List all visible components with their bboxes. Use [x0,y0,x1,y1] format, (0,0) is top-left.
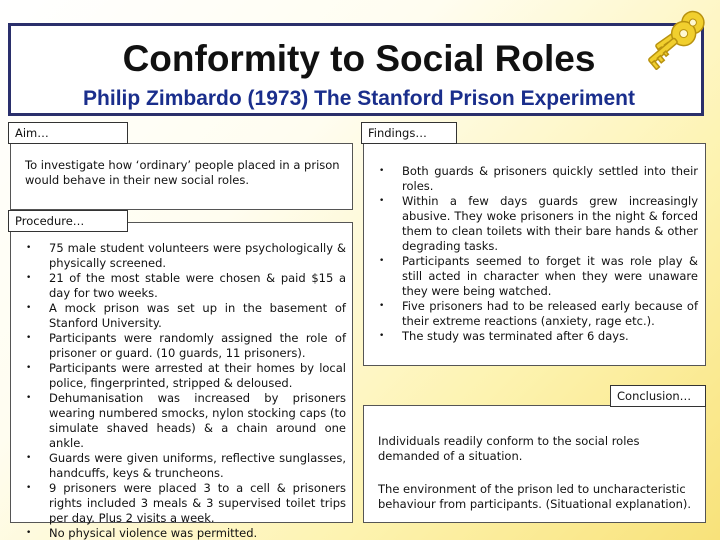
list-item: • Participants seemed to forget it was role play & still acted in character when they were unaware they were being watched. [376,254,698,299]
conclusion-text-2: The environment of the prison led to uncharacteristic behaviour from participants. (Situational explanation). [378,482,692,511]
keys-icon [636,6,714,70]
conclusion-label: Conclusion… [610,385,706,407]
findings-label: Findings… [361,122,457,144]
list-item: • Within a few days guards grew increasingly abusive. They woke prisoners in the night & forced them to clean toilets with their bare hands & other degrading tasks. [376,194,698,254]
list-item: • The study was terminated after 6 days. [376,329,698,344]
procedure-label: Procedure… [8,210,128,232]
page-subtitle: Philip Zimbardo (1973) The Stanford Prison Experiment [83,87,635,110]
conclusion-text-1: Individuals readily conform to the social roles demanded of a situation. [378,434,640,463]
page-title: Conformity to Social Roles [122,38,596,79]
list-item: • Participants were arrested at their homes by local police, fingerprinted, stripped & deloused. [23,361,346,391]
aim-box [10,143,353,210]
list-item: • Five prisoners had to be released early because of their extreme reactions (anxiety, rage etc.). [376,299,698,329]
aim-text: To investigate how ‘ordinary’ people placed in a prison would behave in their new social roles. [25,158,340,187]
list-item: • Dehumanisation was increased by prisoners wearing numbered smocks, nylon stocking caps (to simulate shaved heads) & a chain around one ankle. [23,391,346,451]
list-item: • Participants were randomly assigned the role of prisoner or guard. (10 guards, 11 prisoners). [23,331,346,361]
aim-label: Aim… [8,122,128,144]
conclusion-box [363,405,706,523]
list-item: • 75 male student volunteers were psychologically & physically screened. [23,241,346,271]
list-item: • Both guards & prisoners quickly settled into their roles. [376,164,698,194]
procedure-list [23,241,346,540]
list-item: • 21 of the most stable were chosen & paid $15 a day for two weeks. [23,271,346,301]
list-item: • No physical violence was permitted. [23,526,346,540]
findings-list [376,164,698,344]
list-item: • A mock prison was set up in the basement of Stanford University. [23,301,346,331]
findings-box [363,143,706,366]
procedure-box [10,222,353,540]
title-box [8,23,704,116]
list-item: • Guards were given uniforms, reflective sunglasses, handcuffs, keys & truncheons. [23,451,346,481]
list-item: • 9 prisoners were placed 3 to a cell & prisoners rights included 3 meals & 3 supervised toilet trips per day. Plus 2 visits a week. [23,481,346,526]
